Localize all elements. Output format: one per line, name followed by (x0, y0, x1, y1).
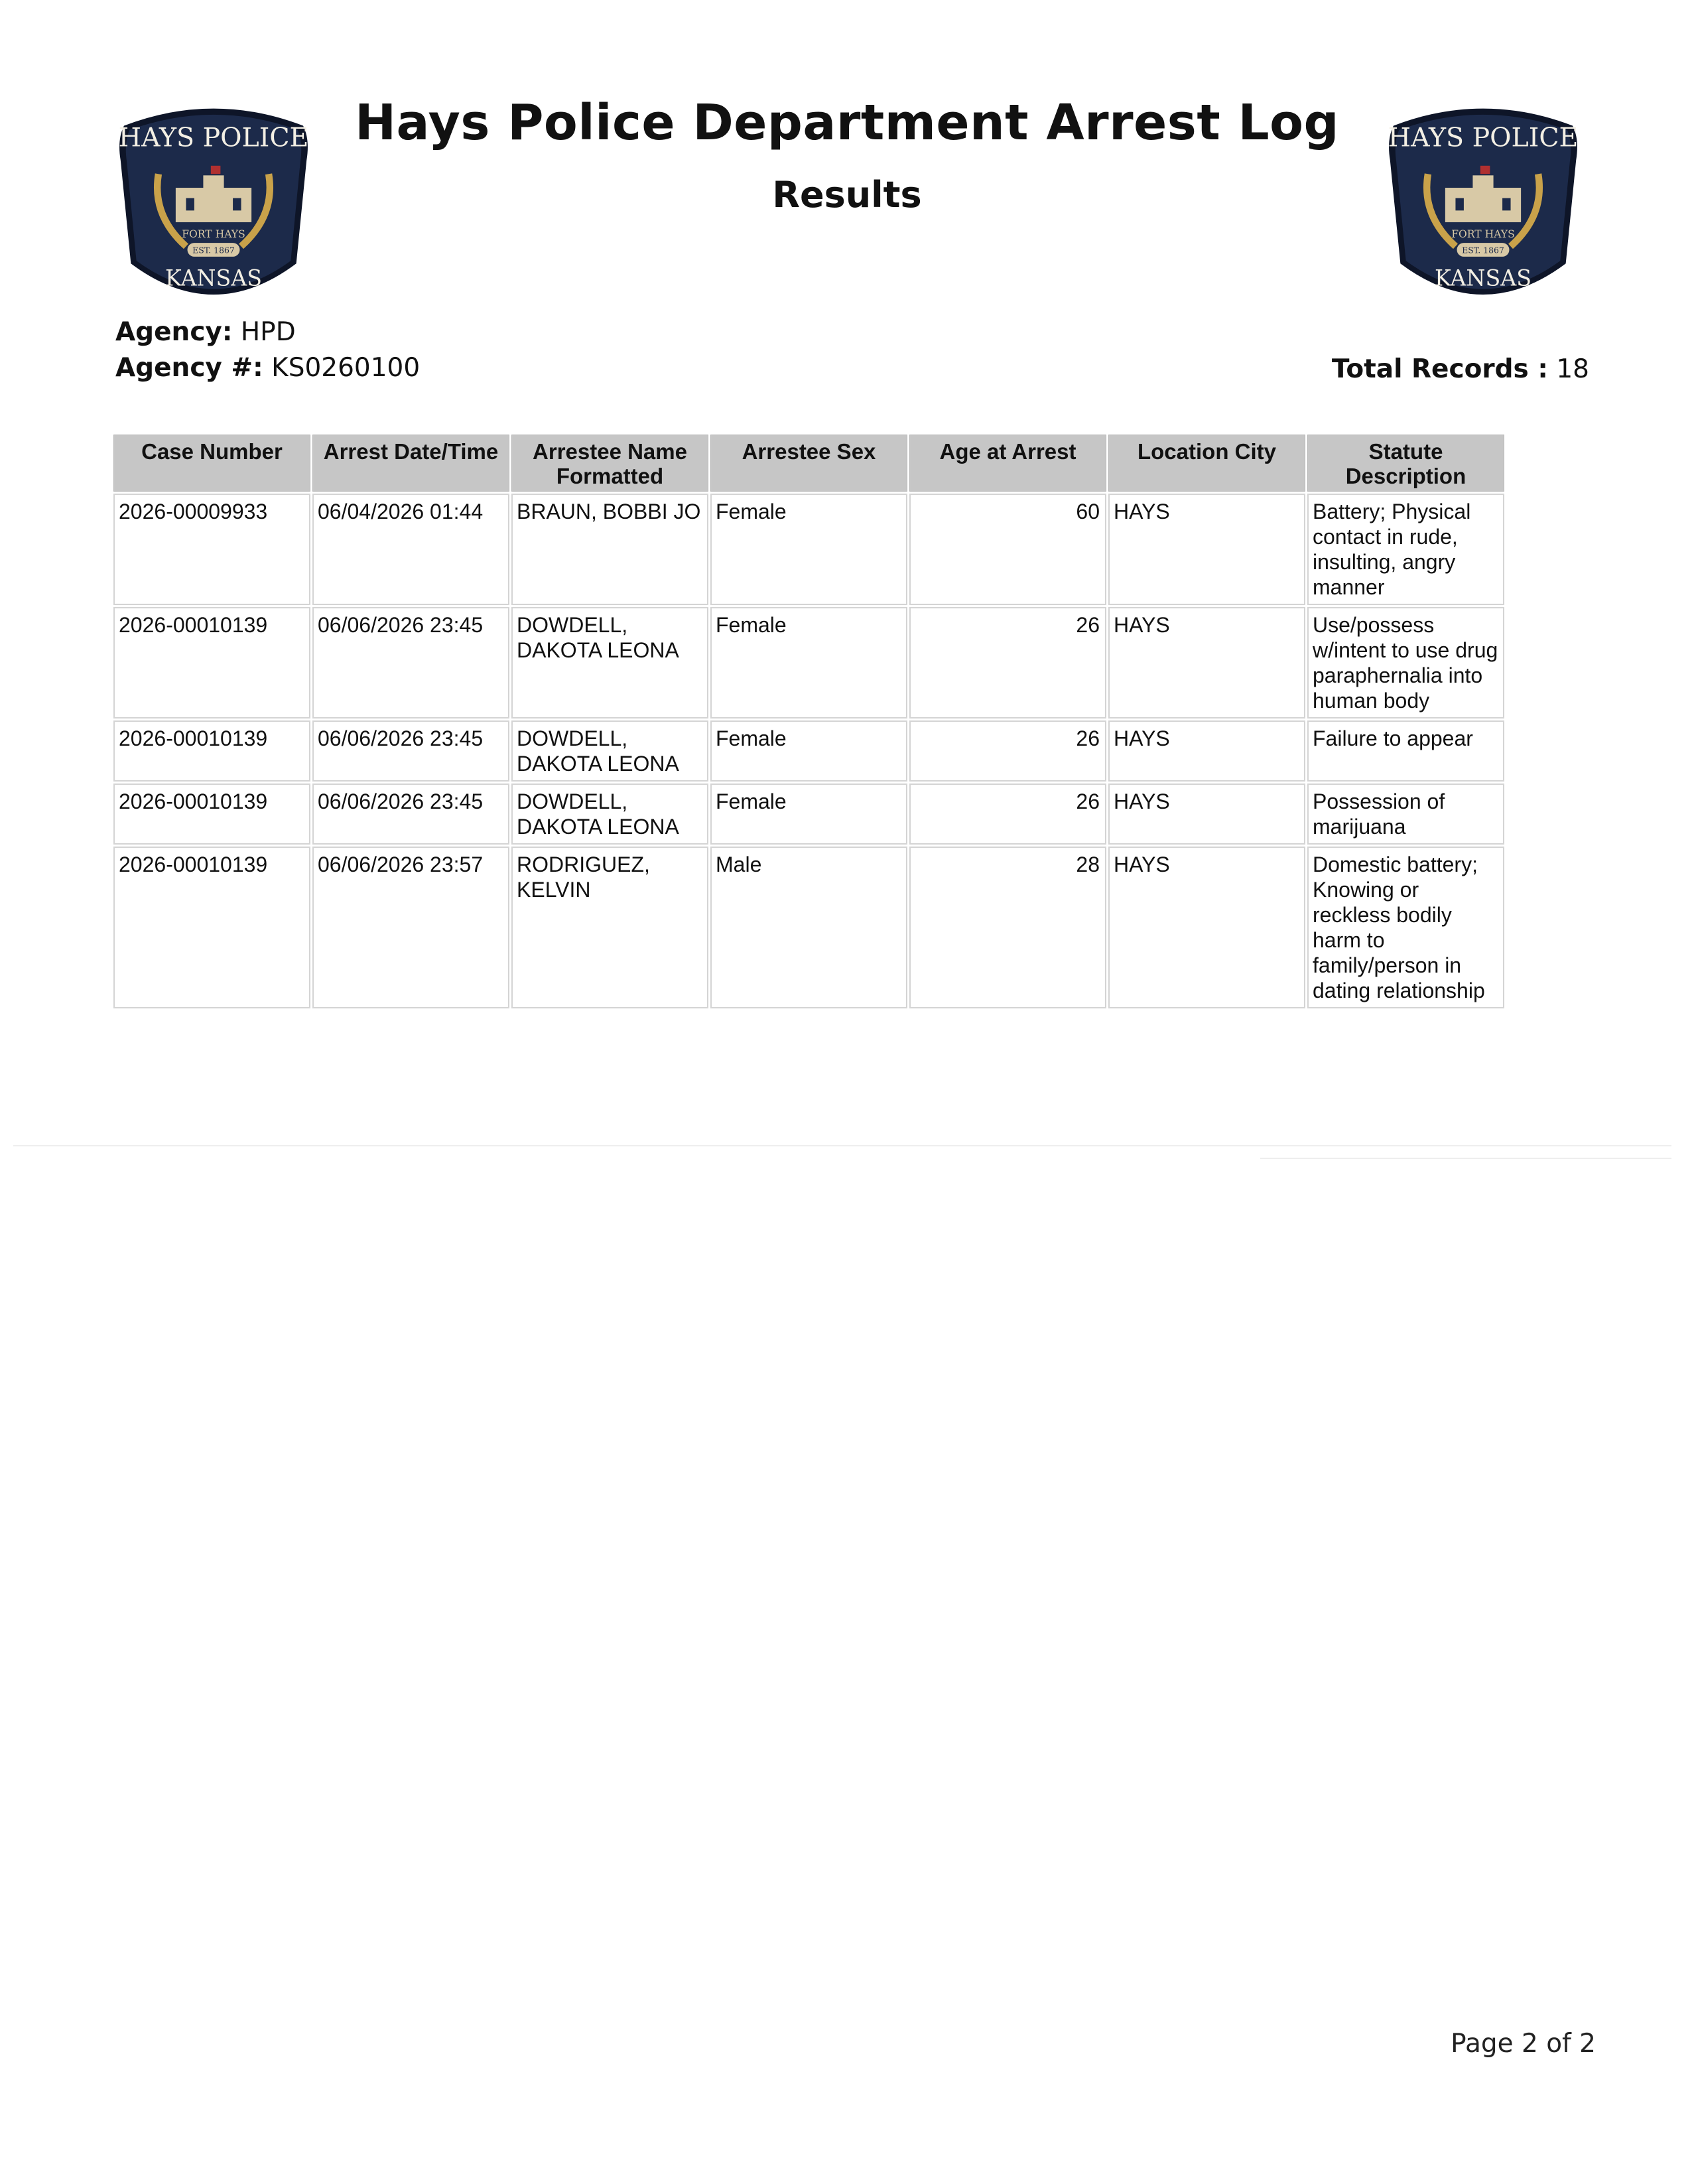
cell-statute-description: Failure to appear (1307, 720, 1504, 782)
cell-arrest-datetime: 06/04/2026 01:44 (312, 494, 509, 605)
total-records (1332, 354, 1589, 384)
total-records-value: 18 (1556, 354, 1589, 384)
header-case-number: Case Number (113, 435, 310, 492)
cell-arrestee-sex: Female (710, 720, 907, 782)
cell-location-city: HAYS (1108, 494, 1305, 605)
cell-arrest-datetime: 06/06/2026 23:45 (312, 607, 509, 718)
cell-arrestee-name: DOWDELL, DAKOTA LEONA (511, 607, 708, 718)
badge-inner-text: FORT HAYS (182, 228, 245, 240)
cell-statute-description: Battery; Physical contact in rude, insulting, angry manner (1307, 494, 1504, 605)
header-age-at-arrest: Age at Arrest (909, 435, 1106, 492)
agency-number-label: Agency #: (115, 353, 263, 383)
agency-number-value: KS0260100 (271, 353, 421, 383)
cell-statute-description: Domestic battery; Knowing or reckless bodily harm to family/person in dating relationship (1307, 847, 1504, 1008)
agency-line (115, 317, 296, 347)
cell-case-number: 2026-00010139 (113, 847, 310, 1008)
cell-arrest-datetime: 06/06/2026 23:45 (312, 784, 509, 845)
header-arrestee-sex: Arrestee Sex (710, 435, 907, 492)
cell-arrest-datetime: 06/06/2026 23:45 (312, 720, 509, 782)
cell-location-city: HAYS (1108, 720, 1305, 782)
page-title: Hays Police Department Arrest Log (355, 94, 1339, 151)
header-arrest-datetime: Arrest Date/Time (312, 435, 509, 492)
table-row (113, 784, 1504, 845)
badge-bottom-text: KANSAS (164, 265, 263, 291)
cell-arrestee-sex: Male (710, 847, 907, 1008)
badge-inner-text: FORT HAYS (1451, 228, 1515, 240)
cell-statute-description: Possession of marijuana (1307, 784, 1504, 845)
header-location-city: Location City (1108, 435, 1305, 492)
agency-number-line (115, 353, 420, 383)
cell-age-at-arrest: 28 (909, 847, 1106, 1008)
cell-case-number: 2026-00010139 (113, 784, 310, 845)
arrest-log-table (111, 433, 1506, 1010)
scan-artifact-line (13, 1145, 1671, 1146)
cell-arrestee-sex: Female (710, 607, 907, 718)
cell-arrestee-name: DOWDELL, DAKOTA LEONA (511, 720, 708, 782)
cell-arrestee-name: DOWDELL, DAKOTA LEONA (511, 784, 708, 845)
cell-case-number: 2026-00009933 (113, 494, 310, 605)
header-statute-description: Statute Description (1307, 435, 1504, 492)
cell-statute-description: Use/possess w/intent to use drug paraphernalia into human body (1307, 607, 1504, 718)
badge-est-text: EST. 1867 (1462, 245, 1504, 255)
cell-case-number: 2026-00010139 (113, 720, 310, 782)
cell-age-at-arrest: 60 (909, 494, 1106, 605)
header-arrestee-name: Arrestee Name Formatted (511, 435, 708, 492)
page-subtitle: Results (772, 174, 922, 216)
cell-arrestee-name: RODRIGUEZ, KELVIN (511, 847, 708, 1008)
cell-age-at-arrest: 26 (909, 784, 1106, 845)
cell-arrest-datetime: 06/06/2026 23:57 (312, 847, 509, 1008)
agency-value: HPD (240, 317, 296, 347)
table-row (113, 494, 1504, 605)
cell-arrestee-sex: Female (710, 784, 907, 845)
badge-est-text: EST. 1867 (192, 245, 235, 255)
cell-location-city: HAYS (1108, 847, 1305, 1008)
badge-top-text: HAYS POLICE (1388, 122, 1579, 153)
badge-bottom-text: KANSAS (1434, 265, 1532, 291)
table-row (113, 607, 1504, 718)
table-header-row (113, 435, 1504, 492)
page-number: Page 2 of 2 (1451, 2029, 1596, 2059)
table-row (113, 720, 1504, 782)
cell-arrestee-name: BRAUN, BOBBI JO (511, 494, 708, 605)
cell-age-at-arrest: 26 (909, 607, 1106, 718)
agency-label: Agency: (115, 317, 233, 347)
cell-location-city: HAYS (1108, 784, 1305, 845)
badge-top-text: HAYS POLICE (118, 122, 309, 153)
cell-arrestee-sex: Female (710, 494, 907, 605)
cell-location-city: HAYS (1108, 607, 1305, 718)
scan-artifact-line (1260, 1158, 1671, 1159)
cell-case-number: 2026-00010139 (113, 607, 310, 718)
total-records-label: Total Records : (1331, 354, 1548, 384)
cell-age-at-arrest: 26 (909, 720, 1106, 782)
table-row (113, 847, 1504, 1008)
